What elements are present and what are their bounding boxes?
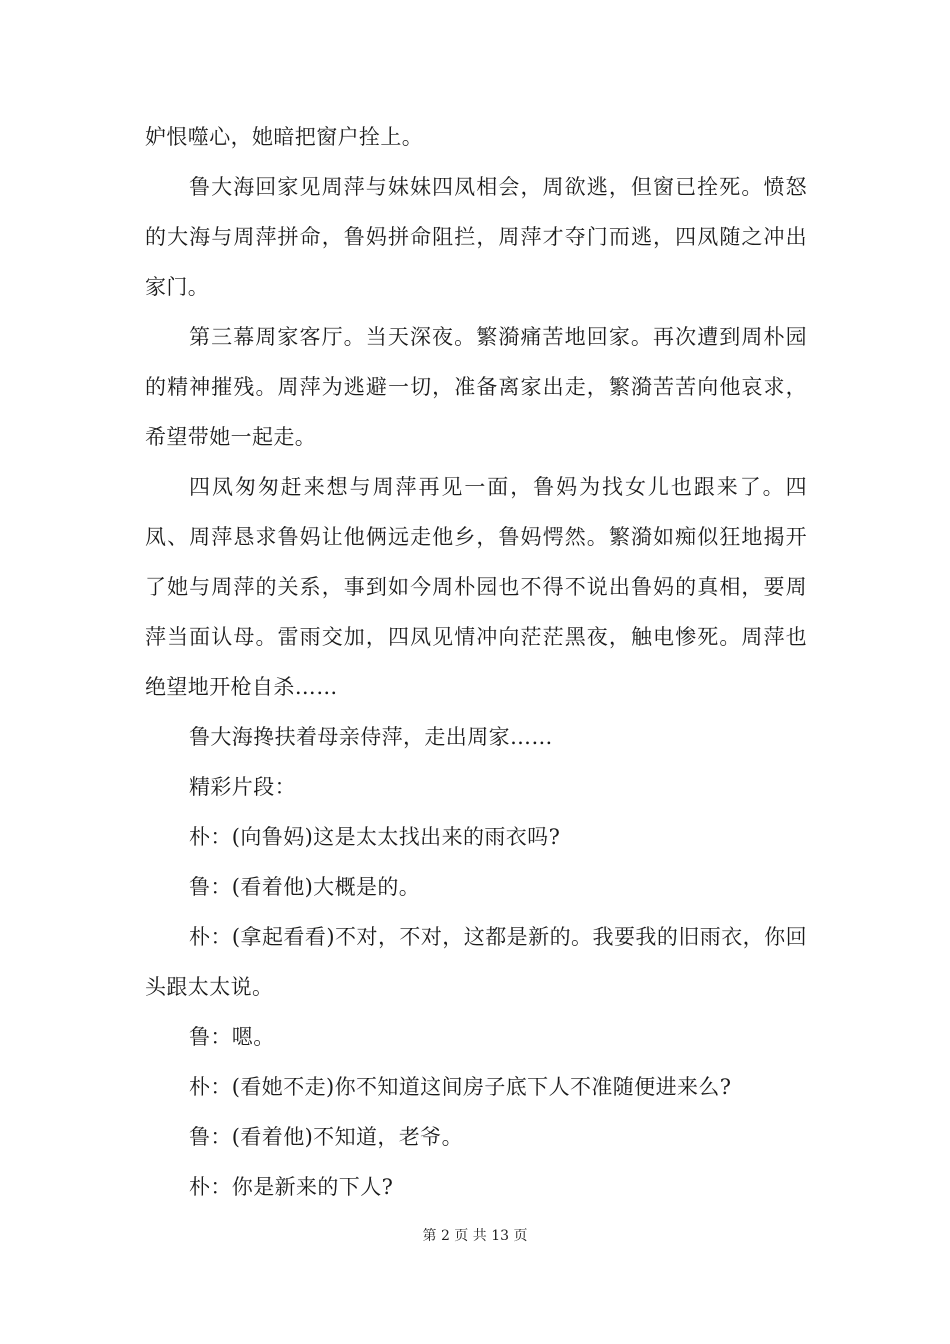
paragraph: 四凤匆匆赶来想与周萍再见一面，鲁妈为找女儿也跟来了。四凤、周萍恳求鲁妈让他俩远走他乡，鲁妈愕然。繁漪如痴似狂地揭开了她与周萍的关系，事到如今周朴园也不得不说出鲁妈的真相，要周萍当面认母。雷雨交加，四凤见情冲向茫茫黑夜，触电惨死。周萍也绝望地开枪自杀……: [145, 475, 807, 699]
paragraph-continuation: 妒恨噬心，她暗把窗户拴上。: [145, 125, 424, 149]
section-heading: 精彩片段：: [189, 775, 296, 799]
dialogue-line: 朴：(看她不走)你不知道这间房子底下人不准随便进来么?: [189, 1075, 732, 1099]
paragraph: 鲁大海回家见周萍与妹妹四凤相会，周欲逃，但窗已拴死。愤怒的大海与周萍拼命，鲁妈拼命阻拦，周萍才夺门而逃，四凤随之冲出家门。: [145, 175, 807, 299]
dialogue-line: 朴：(拿起看看)不对，不对，这都是新的。我要我的旧雨衣，你回头跟太太说。: [145, 925, 807, 999]
dialogue-line: 鲁：嗯。: [189, 1025, 275, 1049]
document-body: [145, 112, 807, 1212]
paragraph: 第三幕周家客厅。当天深夜。繁漪痛苦地回家。再次遭到周朴园的精神摧残。周萍为逃避一切，准备离家出走，繁漪苦苦向他哀求，希望带她一起走。: [145, 325, 807, 449]
dialogue-line: 鲁：(看着他)大概是的。: [189, 875, 421, 899]
dialogue-line: 鲁：(看着他)不知道，老爷。: [189, 1125, 463, 1149]
paragraph: 鲁大海搀扶着母亲侍萍，走出周家……: [189, 725, 553, 749]
dialogue-line: 朴：你是新来的下人?: [189, 1175, 394, 1199]
page-number-footer: 第 2 页 共 13 页: [422, 1228, 528, 1244]
dialogue-line: 朴：(向鲁妈)这是太太找出来的雨衣吗?: [189, 825, 561, 849]
